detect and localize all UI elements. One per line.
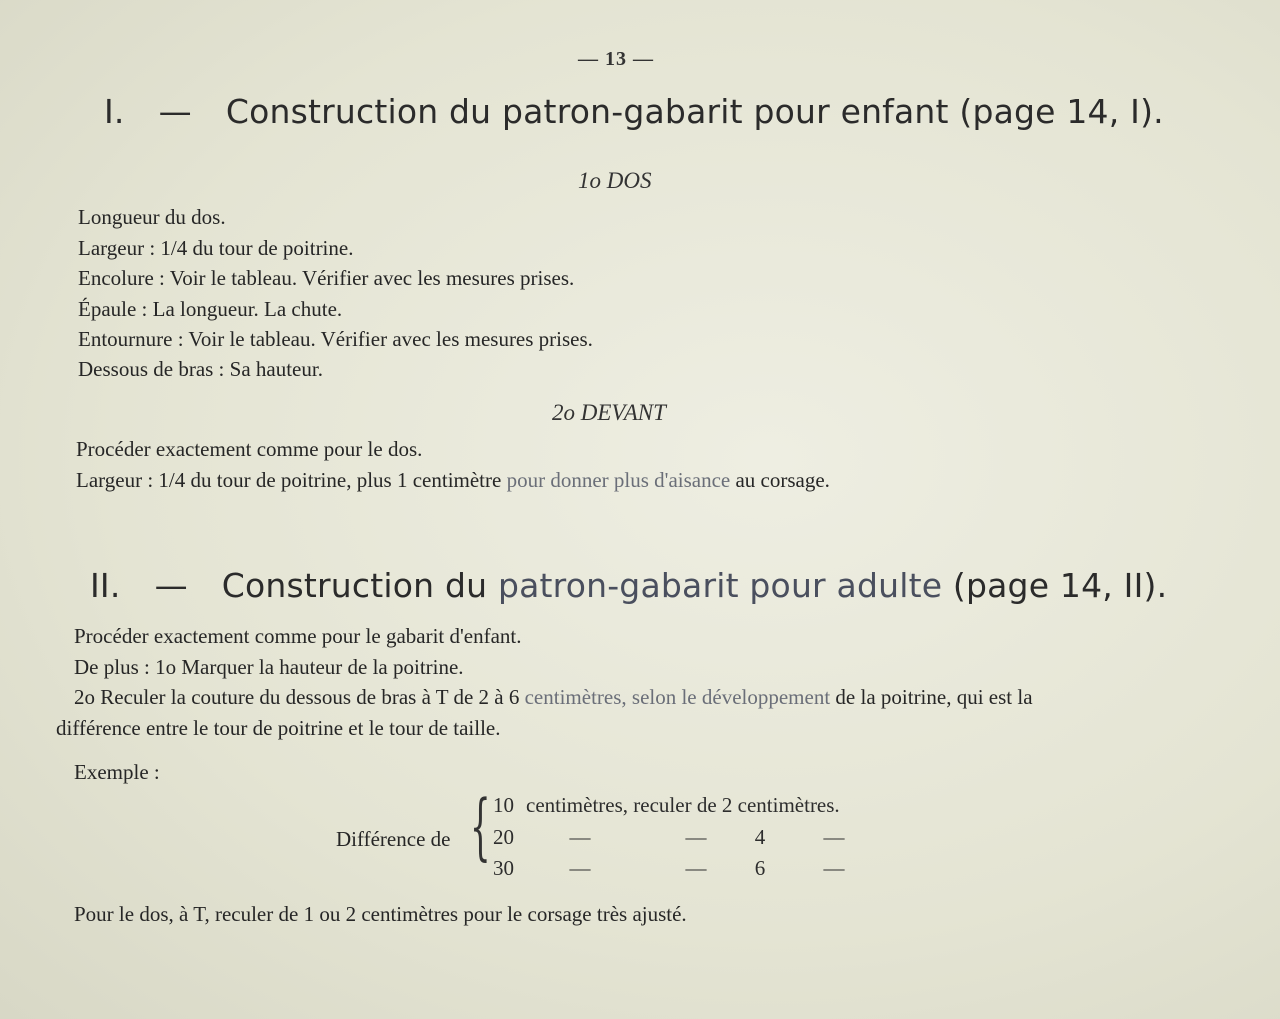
left-brace-icon: {	[470, 784, 491, 868]
adulte-line-3-part-b: centimètres, selon le développement	[519, 685, 831, 709]
row-3-ditto-3: —	[823, 856, 845, 880]
section-1-heading	[104, 92, 1164, 131]
adulte-line-3-part-a: 2o Reculer la couture du dessous de bras à T de 2 à 6	[74, 685, 520, 709]
dos-line-4: Épaule : La longueur. La chute.	[78, 297, 343, 321]
example-label: Exemple :	[74, 760, 160, 784]
devant-line-2-part-c: au corsage.	[730, 468, 830, 492]
adulte-line-4: différence entre le tour de poitrine et le tour de taille.	[56, 716, 501, 740]
row-2-ditto-1: —	[569, 825, 591, 849]
row-1-text: centimètres, reculer de 2 centimètres.	[526, 793, 840, 817]
row-3-number: 30	[493, 856, 514, 880]
dos-line-5: Entournure : Voir le tableau. Vérifier avec les mesures prises.	[78, 327, 593, 351]
adulte-line-3-part-c: de la poitrine, qui est la	[830, 685, 1033, 709]
devant-line-1: Procéder exactement comme pour le dos.	[76, 437, 423, 461]
adulte-line-1: Procéder exactement comme pour le gabarit d'enfant.	[74, 624, 522, 648]
dos-line-3: Encolure : Voir le tableau. Vérifier avec les mesures prises.	[78, 266, 575, 290]
page-number: — 13 —	[578, 48, 654, 70]
devant-subheading: 2o DEVANT	[552, 400, 666, 425]
dos-line-1: Longueur du dos.	[78, 205, 226, 229]
row-2-number: 20	[493, 825, 514, 849]
section-2-heading	[90, 566, 1167, 605]
row-3-ditto-2: —	[685, 856, 707, 880]
row-3-value: 6	[754, 856, 766, 880]
row-2-ditto-3: —	[823, 825, 845, 849]
section-1-number: I.	[104, 92, 125, 131]
section-2-title-b: patron-gabarit pour adulte	[487, 566, 943, 605]
adulte-line-3	[74, 685, 1033, 710]
adulte-line-2: De plus : 1o Marquer la hauteur de la poitrine.	[74, 655, 464, 679]
section-2-number: II.	[90, 566, 121, 605]
row-2-ditto-2: —	[685, 825, 707, 849]
difference-label: Différence de	[336, 827, 451, 851]
devant-line-2-part-b: pour donner plus d'aisance	[501, 468, 731, 492]
dos-subheading: 1o DOS	[578, 168, 652, 193]
devant-line-2	[76, 468, 830, 493]
dos-line-6: Dessous de bras : Sa hauteur.	[78, 357, 323, 381]
section-2-dash: —	[154, 566, 188, 605]
section-2-title-a: Construction du	[221, 566, 488, 605]
row-2-value: 4	[754, 825, 766, 849]
section-2-page-ref: (page 14, II).	[942, 566, 1168, 605]
row-3-ditto-1: —	[569, 856, 591, 880]
devant-line-2-part-a: Largeur : 1/4 du tour de poitrine, plus 1 centimètre	[76, 468, 502, 492]
dos-line-2: Largeur : 1/4 du tour de poitrine.	[78, 236, 354, 260]
row-1-number: 10	[493, 793, 514, 817]
section-1-title: Construction du patron-gabarit pour enfant	[225, 92, 949, 131]
section-1-dash: —	[158, 92, 192, 131]
final-note: Pour le dos, à T, reculer de 1 ou 2 centimètres pour le corsage très ajusté.	[74, 902, 687, 926]
section-1-page-ref: (page 14, I).	[948, 92, 1164, 131]
